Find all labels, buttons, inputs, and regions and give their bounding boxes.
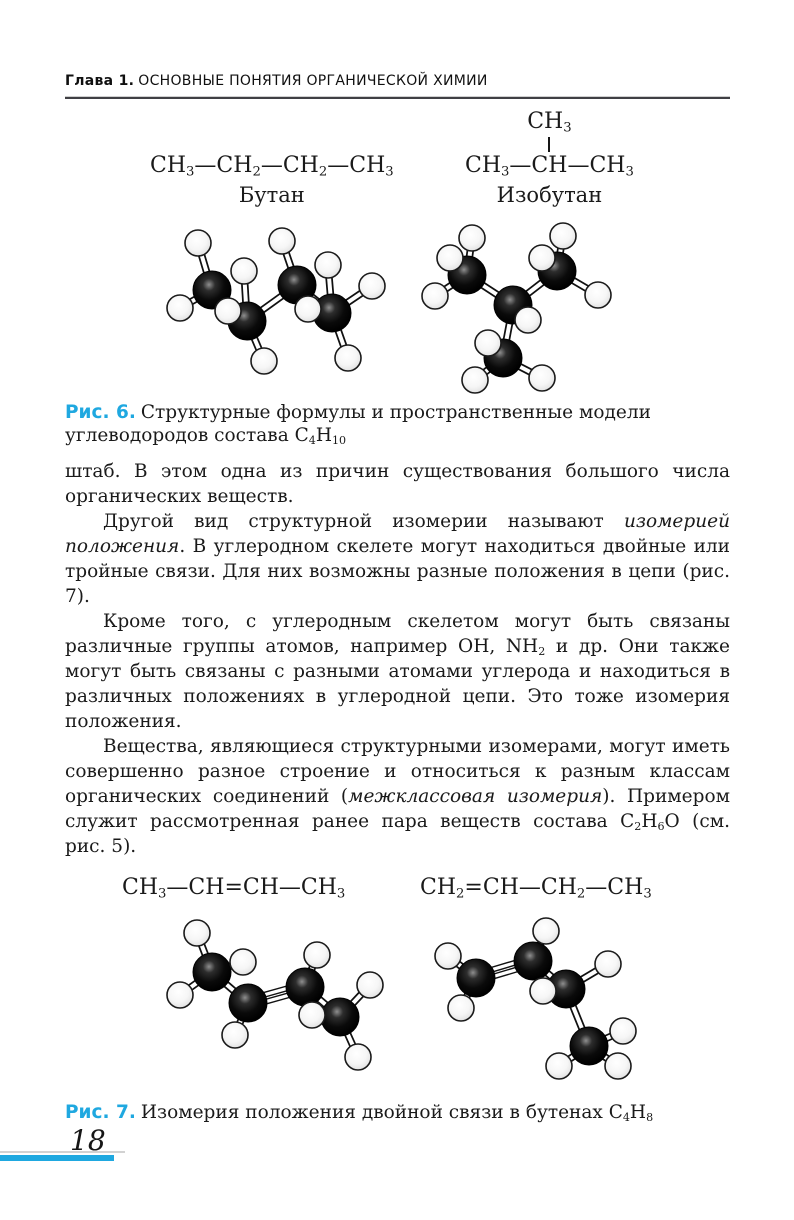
figure6-caption [65,402,665,447]
hydrogen-atoms [167,920,383,1070]
figure6-caption-text: Структурные формулы и пространственные модели углеводородов состава $C_4H_{10}$ [65,402,651,447]
chapter-title: ОСНОВНЫЕ ПОНЯТИЯ ОРГАНИЧЕСКОЙ ХИМИИ [138,73,488,89]
header-rule [65,96,730,99]
page-content [0,0,794,447]
butene-1-3d-model [430,916,680,1096]
butene1-formula: $CH_2=CH—CH_2—CH_3$ [420,875,652,902]
paragraph: Другой вид структурной изомерии называют изомерией положения. В углеродном скелете могут находиться двойные или тройные связи. Для них возможны разные положения в цепи (рис. 7). [65,511,730,607]
figure7-caption [65,1102,730,1125]
butene-2-3d-model [140,916,430,1086]
bonds [180,933,370,1057]
figure7-caption-label: Рис. 7. [65,1102,136,1123]
figure7-models [65,916,730,1096]
paragraph: Кроме того, с углеродным скелетом могут быть связаны различные группы атомов, например OH, $NH_2$ и др. Они также могут быть связаны с разными атомами углерода и находиться в различных положениях в углеродной цепи. Это тоже изомерия положения. [65,611,730,732]
isobutane-formula-block [465,108,634,207]
paragraph: Вещества, являющиеся структурными изомерами, могут иметь совершенно разное строение и относиться к разным классам органических соединений (межклассовая изомерия). Примером служит рассмотренная ранее пара веществ состава $C_2H_6O$ (см. рис. 5). [65,736,730,857]
bond-line [548,137,550,152]
figure7-caption-text: Изомерия положения двойной связи в бутенах $C_4H_8$ [140,1102,654,1124]
figure6-models [65,213,730,398]
chapter-header [65,73,730,89]
figure7 [65,874,730,1125]
butane-3d-model [140,213,410,398]
isobutane-label: Изобутан [496,183,603,207]
carbon-atoms [448,252,576,377]
page-number: 18 [70,1124,106,1157]
hydrogen-atoms-back [231,258,257,284]
footer-gray-rule [0,1151,125,1153]
chapter-number: Глава 1. [65,73,135,89]
isobutane-branch-formula: $CH_3$ [527,109,572,136]
figure7-formulas [65,874,730,908]
body-text [65,459,730,859]
figure6-formulas [65,111,730,207]
isobutane-formula: $CH_3—CH—CH_3$ [465,152,634,179]
butane-label: Бутан [238,183,305,207]
paragraph: штаб. В этом одна из причин существования большого числа органических веществ. [65,461,730,507]
butane-formula-block [150,152,394,208]
butene2-formula: $CH_3—CH=CH—CH_3$ [122,875,346,902]
carbon-atoms [457,942,608,1065]
butane-formula: $CH_3—CH_2—CH_2—CH_3$ [150,152,394,179]
isobutane-3d-model [410,213,640,398]
figure6-caption-label: Рис. 6. [65,402,136,423]
